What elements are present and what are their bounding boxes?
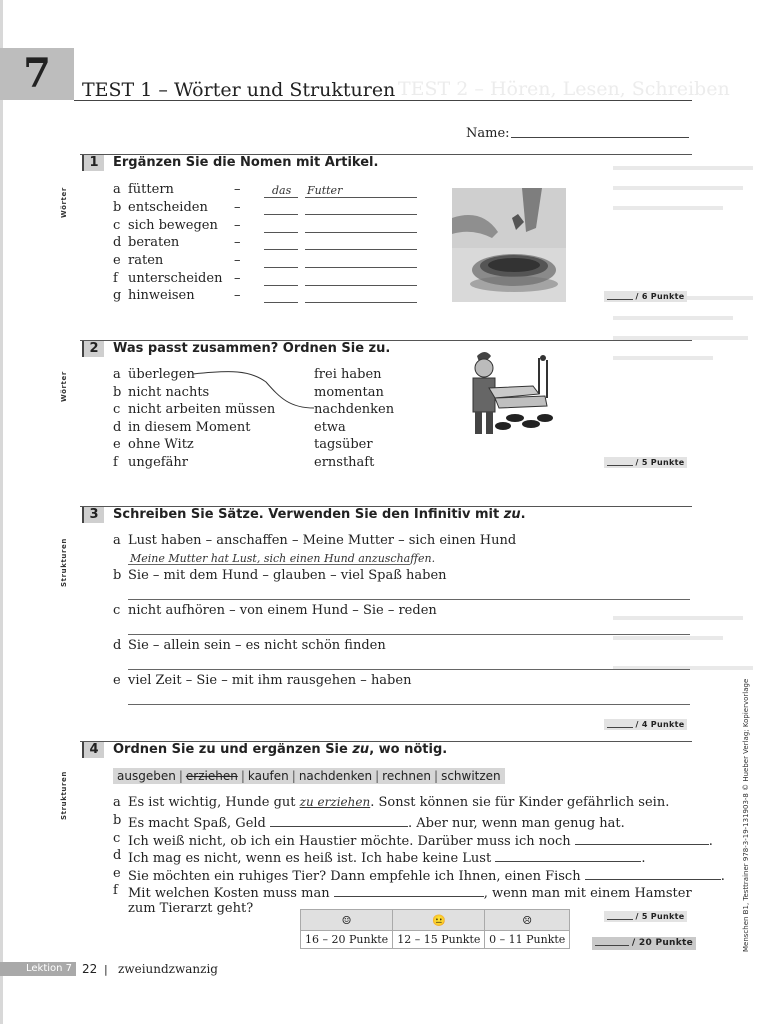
ex4-letter: e	[113, 866, 121, 881]
noun-blank[interactable]	[305, 214, 417, 215]
article-blank[interactable]	[264, 249, 298, 250]
article-blank[interactable]	[264, 232, 298, 233]
ex2-letter: f	[113, 455, 118, 470]
footer-lektion: Lektion 7	[26, 963, 73, 974]
article-blank[interactable]	[264, 267, 298, 268]
article-blank[interactable]	[264, 285, 298, 286]
noun-blank[interactable]	[305, 267, 417, 268]
ex1-letter: a	[113, 182, 121, 197]
ex1-verb: raten	[128, 253, 164, 268]
page-number-word: zweiundzwanzig	[118, 962, 218, 976]
word-bank-item-used: erziehen	[185, 769, 238, 783]
ex4-letter: a	[113, 795, 121, 810]
score-range: 12 – 15 Punkte	[393, 931, 485, 949]
ex1-letter: b	[113, 200, 122, 215]
ex3-prompt: Sie – mit dem Hund – glauben – viel Spaß haben	[128, 568, 447, 583]
ex3-number: 3	[82, 507, 104, 523]
ex2-left-item[interactable]: in diesem Moment	[128, 420, 251, 435]
ex1-letter: e	[113, 253, 121, 268]
ex3-example-answer: Meine Mutter hat Lust, sich einen Hund anzuschaffen.	[130, 552, 436, 565]
ex4-letter: b	[113, 813, 122, 828]
ex2-left-item[interactable]: nicht nachts	[128, 385, 210, 400]
ex1-verb: entscheiden	[128, 200, 208, 215]
ex2-letter: a	[113, 367, 121, 382]
ex2-letter: d	[113, 420, 122, 435]
article-blank[interactable]	[264, 302, 298, 303]
ex3-example-underline	[128, 564, 410, 565]
score-range: 16 – 20 Punkte	[301, 931, 393, 949]
ex4-number: 4	[82, 742, 104, 758]
ex4-blank[interactable]	[495, 848, 641, 862]
word-bank: ausgeben | erziehen | kaufen | nachdenken | rechnen | schwitzen	[113, 768, 505, 784]
points-blank[interactable]	[607, 911, 633, 920]
ex2-points: / 5 Punkte	[604, 457, 687, 468]
ex1-dash: –	[234, 288, 241, 303]
ex1-dash: –	[234, 182, 241, 197]
ex1-letter: c	[113, 218, 121, 233]
neutral-face-icon: 😐	[393, 910, 485, 931]
ex1-letter: g	[113, 288, 122, 303]
ex1-letter: d	[113, 235, 122, 250]
word-bank-item: schwitzen	[441, 769, 501, 783]
noun-blank[interactable]	[305, 232, 417, 233]
ex2-left-item[interactable]: ungefähr	[128, 455, 188, 470]
footer-separator: |	[104, 963, 108, 976]
ex2-right-item[interactable]: momentan	[314, 385, 384, 400]
ex4-blank[interactable]	[270, 813, 408, 827]
name-field[interactable]	[511, 137, 689, 138]
ex3-letter: b	[113, 568, 122, 583]
ex2-letter: c	[113, 402, 121, 417]
ex3-answer-line[interactable]	[128, 634, 690, 635]
ex4-blank[interactable]	[334, 883, 484, 897]
sad-face-icon: ☹	[485, 910, 570, 931]
page-number: 22	[82, 962, 98, 976]
bleed-through-text	[603, 148, 763, 908]
points-blank[interactable]	[595, 937, 629, 946]
ex4-points: / 5 Punkte	[604, 911, 687, 922]
title-rule	[74, 100, 692, 101]
ex3-prompt: nicht aufhören – von einem Hund – Sie – reden	[128, 603, 437, 618]
ex1-verb: unterscheiden	[128, 271, 223, 286]
ex2-letter: e	[113, 437, 121, 452]
noun-blank[interactable]	[305, 285, 417, 286]
ex2-number: 2	[82, 341, 104, 357]
ex1-example-article: das	[272, 184, 292, 197]
ex1-dash: –	[234, 271, 241, 286]
ex3-prompt: Sie – allein sein – es nicht schön finden	[128, 638, 386, 653]
ex4-blank[interactable]	[575, 831, 709, 845]
ex1-verb: sich bewegen	[128, 218, 218, 233]
ex4-sentence: Es macht Spaß, Geld . Aber nur, wenn man genug hat.	[128, 813, 625, 831]
ex4-sentence-continuation: zum Tierarzt geht?	[128, 901, 254, 916]
side-label-woerter: Wörter	[60, 371, 68, 402]
total-points: / 20 Punkte	[592, 937, 696, 950]
ex3-prompt: Lust haben – anschaffen – Meine Mutter – sich einen Hund	[128, 533, 517, 548]
ex1-title: Ergänzen Sie die Nomen mit Artikel.	[113, 155, 379, 170]
points-blank[interactable]	[607, 291, 633, 300]
word-bank-item: nachdenken	[298, 769, 373, 783]
photo-feeding-bowl	[452, 188, 566, 302]
ex2-right-item[interactable]: etwa	[314, 420, 346, 435]
ex3-points: / 4 Punkte	[604, 719, 687, 730]
ex4-sentence: Sie möchten ein ruhiges Tier? Dann empfehle ich Ihnen, einen Fisch .	[128, 866, 725, 884]
ex1-dash: –	[234, 218, 241, 233]
ex3-letter: d	[113, 638, 122, 653]
ex2-right-item[interactable]: tagsüber	[314, 437, 373, 452]
ex4-letter: d	[113, 848, 122, 863]
ex2-left-item[interactable]: ohne Witz	[128, 437, 194, 452]
ex1-verb: beraten	[128, 235, 180, 250]
ex3-prompt: viel Zeit – Sie – mit ihm rausgehen – haben	[128, 673, 412, 688]
ex1-dash: –	[234, 253, 241, 268]
word-bank-item: ausgeben	[117, 769, 176, 783]
cartoon-man-in-bed	[455, 348, 557, 438]
ex1-points: / 6 Punkte	[604, 291, 687, 302]
ex1-example-noun: Futter	[307, 184, 343, 197]
ex4-letter: f	[113, 883, 118, 898]
ex2-right-item[interactable]: nachdenken	[314, 402, 395, 417]
score-table	[300, 909, 570, 949]
ex4-blank[interactable]	[585, 866, 721, 880]
ex3-answer-line[interactable]	[128, 599, 690, 600]
noun-blank[interactable]	[305, 197, 417, 198]
ex1-dash: –	[234, 235, 241, 250]
chapter-number: 7	[23, 50, 51, 97]
word-bank-item: rechnen	[382, 769, 432, 783]
publisher-imprint: Menschen B1, Testtrainer 978-3-19-131903-8 © Hueber Verlag; Kopiervorlage	[742, 678, 750, 952]
ex3-answer-line[interactable]	[128, 669, 690, 670]
ex2-right-item[interactable]: ernsthaft	[314, 455, 375, 470]
noun-blank[interactable]	[305, 249, 417, 250]
side-label-woerter: Wörter	[60, 187, 68, 218]
ex4-sentence: Ich weiß nicht, ob ich ein Haustier möchte. Darüber muss ich noch .	[128, 831, 713, 849]
happy-face-icon: ☺	[301, 910, 393, 931]
ex4-title: Ordnen Sie zu und ergänzen Sie zu, wo nötig.	[113, 742, 448, 757]
ex3-letter: a	[113, 533, 121, 548]
ex1-dash: –	[234, 200, 241, 215]
side-label-strukturen: Strukturen	[60, 771, 68, 820]
word-bank-item: kaufen	[247, 769, 289, 783]
ex3-answer-line[interactable]	[128, 704, 690, 705]
ex4-sentence: Mit welchen Kosten muss man , wenn man mit einem Hamster	[128, 883, 692, 901]
example-connection-line	[190, 368, 320, 412]
points-blank[interactable]	[607, 719, 633, 728]
ex2-right-item[interactable]: frei haben	[314, 367, 382, 382]
ex2-left-item[interactable]: nicht arbeiten müssen	[128, 402, 276, 417]
ex2-left-item[interactable]: überlegen	[128, 367, 195, 382]
ex1-number: 1	[82, 155, 104, 171]
ex1-verb: füttern	[128, 182, 174, 197]
ex4-sentence: Es ist wichtig, Hunde gut zu erziehen. Sonst können sie für Kinder gefährlich sein.	[128, 795, 670, 810]
name-label: Name:	[466, 126, 510, 141]
ex4-letter: c	[113, 831, 121, 846]
ex3-letter: e	[113, 673, 121, 688]
article-blank[interactable]	[264, 214, 298, 215]
ex1-letter: f	[113, 271, 118, 286]
article-blank[interactable]	[264, 197, 298, 198]
ex1-verb: hinweisen	[128, 288, 195, 303]
page-title: TEST 1 – Wörter und Strukturen	[82, 79, 396, 101]
points-blank[interactable]	[607, 457, 633, 466]
ex4-example-answer: zu erziehen	[299, 795, 371, 809]
score-range: 0 – 11 Punkte	[485, 931, 570, 949]
ex3-letter: c	[113, 603, 121, 618]
page-edge	[0, 0, 3, 1024]
ghost-title: TEST 2 – Hören, Lesen, Schreiben	[398, 78, 730, 100]
ex4-sentence: Ich mag es nicht, wenn es heiß ist. Ich habe keine Lust .	[128, 848, 645, 866]
noun-blank[interactable]	[305, 302, 417, 303]
side-label-strukturen: Strukturen	[60, 538, 68, 587]
ex2-letter: b	[113, 385, 122, 400]
ex2-title: Was passt zusammen? Ordnen Sie zu.	[113, 341, 391, 356]
ex3-title: Schreiben Sie Sätze. Verwenden Sie den Infinitiv mit zu.	[113, 507, 526, 522]
